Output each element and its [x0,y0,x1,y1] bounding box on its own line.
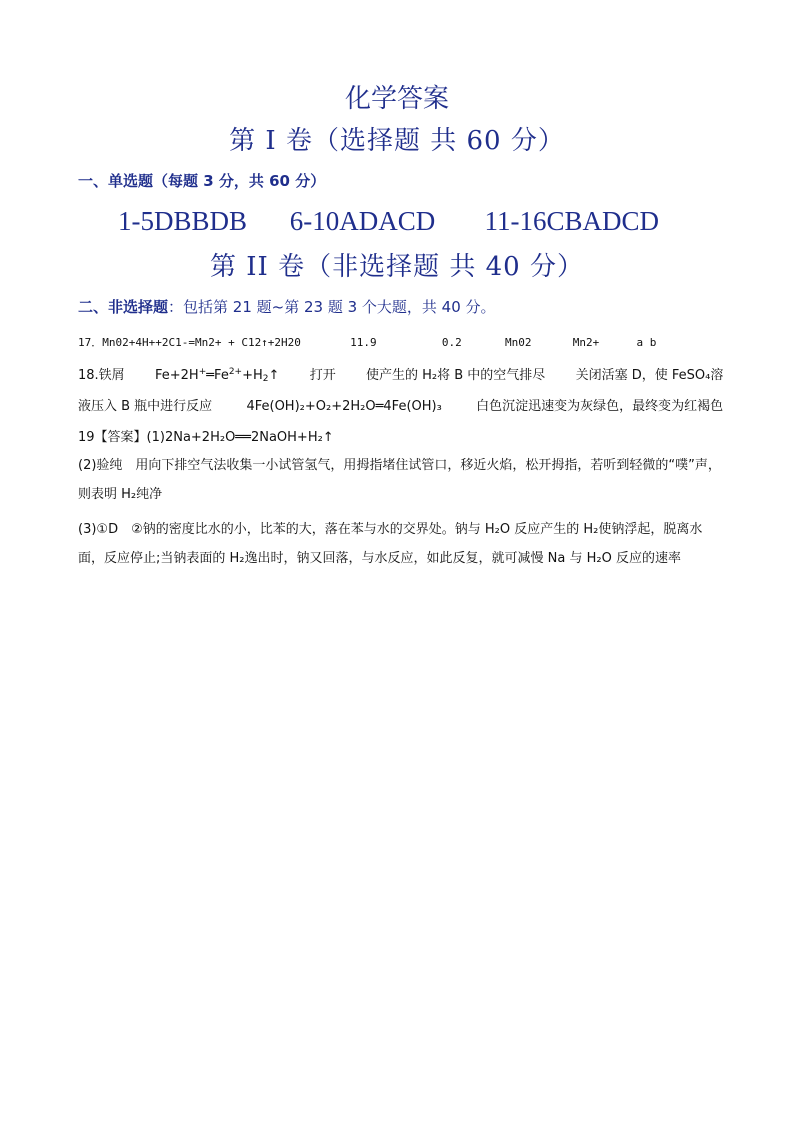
choice-answers [118,206,659,237]
q18-equation: $Fe+2H^+═Fe^{2+}+H_2↑$ [154,367,280,384]
q18-line2-a: 液压入 B 瓶中进行反应 [78,399,213,414]
q17-value-5: a b [636,336,657,349]
q17-value-2: 0.2 [441,336,462,349]
section2-heading [78,296,496,317]
q17-line [78,334,656,350]
q18-line-1 [78,364,723,384]
q18-line-2 [78,395,723,414]
doc-title: 化学答案 [344,84,449,114]
section1-heading: 一、单选题（每题 3 分，共 60 分） [78,172,326,190]
q19-head: 19【答案】(1)2Na+2H₂O══2NaOH+H₂↑ [78,430,334,445]
q18-line2-b: 白色沉淀迅速变为灰绿色，最终变为红褐色 [476,399,724,414]
q18-line2-equation: 4Fe(OH)₂+O₂+2H₂O═4Fe(OH)₃ [246,399,442,414]
volume2-heading: 第 II 卷（非选择题 共 40 分） [210,252,584,282]
q19-part2: (2)验纯 用向下排空气法收集一小试管氢气，用拇指堵住试管口，移近火焰，松开拇指，若听到轻微的“噗”声，则表明 H₂纯净 [78,458,721,502]
section2-rest: ：包括第 21 题~第 23 题 3 个大题，共 40 分。 [168,298,496,316]
q17-value-1: 11.9 [350,336,377,349]
q18-purpose: 使产生的 H₂将 B 中的空气排尽 [366,368,546,383]
volume1-heading: 第 I 卷（选择题 共 60 分） [229,126,565,156]
q18-close: 关闭活塞 D，使 FeSO₄溶 [575,368,724,383]
q17-value-4: Mn2+ [572,336,600,349]
section2-prefix: 二、非选择题 [78,298,169,316]
q18-label: 18.铁屑 [78,368,125,383]
q17-value-3: Mn02 [505,336,532,349]
q18-open: 打开 [309,368,336,383]
answer-group-3: 11-16CBADCD [484,206,660,236]
answer-group-1: 1-5DBBDB [118,206,248,236]
q19-part3: (3)①D ②钠的密度比水的小，比苯的大，落在苯与水的交界处。钠与 H₂O 反应产生的 H₂使钠浮起，脱离水面，反应停止;当钠表面的 H₂逸出时，钠又回落，与水反应，如此反复，就可减慢 Na 与 H₂O 反应的速率 [78,522,703,566]
answer-group-2: 6-10ADACD [289,206,436,236]
q17-equation: 17．Mn02+4H++2C1-=Mn2+ + C12↑+2H20 [78,336,301,349]
